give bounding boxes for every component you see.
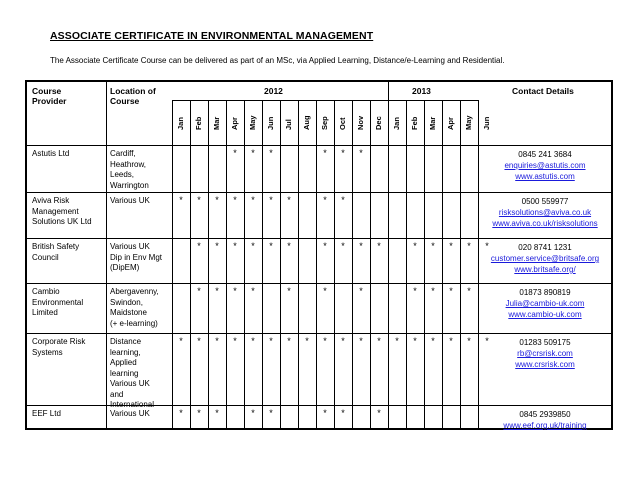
availability-star: * [233, 148, 237, 158]
email-link[interactable]: Julia@cambio-uk.com [505, 299, 585, 308]
month-header-jul [280, 105, 298, 139]
availability-star: * [179, 336, 183, 346]
website-link[interactable]: www.britsafe.org/ [514, 265, 576, 274]
availability-star: * [323, 241, 327, 251]
availability-star: * [359, 148, 363, 158]
availability-star: * [197, 408, 201, 418]
header-year-2013: 2013 [412, 86, 431, 96]
availability-star: * [323, 195, 327, 205]
availability-star: * [233, 336, 237, 346]
availability-star: * [179, 408, 183, 418]
location-line: and [110, 389, 124, 399]
location-cell [110, 149, 149, 191]
header-provider-line1: Course [32, 86, 62, 96]
availability-star: * [359, 286, 363, 296]
availability-star: * [323, 148, 327, 158]
month-header-oct [334, 105, 352, 139]
column-divider [280, 100, 281, 430]
availability-star: * [341, 408, 345, 418]
location-line: Warrington [110, 180, 149, 190]
month-label: Jan [392, 117, 401, 130]
month-label: Nov [356, 115, 365, 130]
provider-cell [32, 287, 83, 319]
availability-star: * [197, 195, 201, 205]
availability-star: * [269, 195, 273, 205]
availability-star: * [377, 241, 381, 251]
availability-star: * [485, 241, 489, 251]
location-line: Leeds, [110, 170, 135, 179]
row-divider [25, 238, 613, 239]
month-header-dec [370, 105, 388, 139]
column-divider [172, 100, 173, 430]
availability-star: * [467, 286, 471, 296]
website-link[interactable]: www.aviva.co.uk/risksolutions [492, 219, 598, 228]
month-label: Jul [284, 119, 293, 130]
column-divider [460, 100, 461, 430]
month-header-jun [262, 105, 280, 139]
location-line: International [110, 400, 155, 409]
month-label: Jun [266, 116, 275, 130]
availability-star: * [449, 241, 453, 251]
month-header-jan [388, 105, 406, 139]
availability-star: * [251, 148, 255, 158]
availability-star: * [233, 241, 237, 251]
month-label: Jan [176, 117, 185, 130]
provider-line: Council [32, 252, 59, 262]
availability-star: * [251, 336, 255, 346]
column-divider [106, 80, 107, 430]
month-label: Mar [212, 116, 221, 130]
provider-line: British Safety [32, 242, 80, 251]
availability-star: * [287, 241, 291, 251]
header-year-2012: 2012 [264, 86, 283, 96]
month-header-feb [406, 105, 424, 139]
provider-line: Solutions UK Ltd [32, 217, 92, 226]
phone-number: 0845 241 3684 [518, 150, 572, 159]
month-label: Mar [428, 116, 437, 130]
availability-star: * [413, 286, 417, 296]
location-line: Dip in Env Mgt [110, 252, 163, 262]
availability-star: * [251, 408, 255, 418]
availability-star: * [395, 336, 399, 346]
provider-line: EEF Ltd [32, 409, 61, 418]
location-line: Various UK [110, 196, 150, 205]
email-link[interactable]: enquiries@astutis.com [504, 161, 586, 170]
phone-number: 020 8741 1231 [518, 243, 572, 252]
provider-line: Aviva Risk [32, 196, 70, 205]
year-row-divider [172, 100, 478, 101]
email-link[interactable]: risksolutions@aviva.co.uk [498, 208, 592, 217]
month-header-aug [298, 105, 316, 139]
location-line: Various UK [110, 242, 150, 251]
month-label: Apr [446, 117, 455, 130]
row-divider [25, 283, 613, 284]
location-line: Various UK [110, 409, 150, 418]
availability-star: * [251, 195, 255, 205]
availability-star: * [449, 286, 453, 296]
provider-cell [32, 196, 92, 228]
provider-line: Limited [32, 308, 58, 317]
contact-cell [484, 337, 606, 370]
availability-star: * [269, 336, 273, 346]
provider-cell [32, 149, 69, 160]
availability-star: * [197, 336, 201, 346]
availability-star: * [269, 408, 273, 418]
header-location [110, 86, 156, 106]
availability-star: * [215, 241, 219, 251]
column-divider [442, 100, 443, 430]
month-label: Aug [302, 115, 311, 130]
availability-star: * [197, 241, 201, 251]
website-link[interactable]: www.crsrisk.com [515, 360, 575, 369]
availability-star: * [467, 241, 471, 251]
location-line: Cardiff, [110, 149, 136, 158]
row-divider [25, 333, 613, 334]
contact-cell [484, 287, 606, 320]
availability-star: * [251, 286, 255, 296]
availability-star: * [233, 286, 237, 296]
provider-cell [32, 337, 85, 358]
provider-line: Corporate Risk [32, 337, 86, 346]
location-line: Abergavenny, [110, 287, 159, 296]
month-label: Apr [230, 117, 239, 130]
provider-line: Astutis Ltd [32, 149, 70, 158]
month-label: Sep [320, 116, 329, 130]
month-header-feb [190, 105, 208, 139]
location-line: learning, [110, 347, 141, 357]
availability-star: * [341, 336, 345, 346]
provider-line: Management [32, 206, 79, 216]
column-divider [190, 100, 191, 430]
availability-star: * [323, 286, 327, 296]
availability-star: * [287, 195, 291, 205]
contact-cell [484, 196, 606, 229]
column-divider [208, 100, 209, 430]
availability-star: * [341, 148, 345, 158]
month-header-jun [478, 105, 496, 139]
provider-cell [32, 409, 61, 420]
availability-star: * [467, 336, 471, 346]
phone-number: 0500 559977 [521, 197, 569, 206]
availability-star: * [431, 336, 435, 346]
availability-star: * [305, 336, 309, 346]
website-link[interactable]: www.astutis.com [515, 172, 575, 181]
email-link[interactable]: rb@crsrisk.com [517, 349, 573, 358]
location-line: learning [110, 368, 139, 378]
month-header-may [460, 105, 478, 139]
phone-number: 01283 509175 [519, 338, 571, 347]
provider-line: Systems [32, 347, 63, 357]
header-location-line2: Course [110, 96, 140, 106]
month-label: Dec [374, 116, 383, 130]
availability-star: * [215, 408, 219, 418]
location-cell [110, 409, 150, 420]
website-link[interactable]: www.eef.org.uk/training [503, 421, 587, 430]
location-line: (DipEM) [110, 263, 140, 272]
availability-star: * [179, 195, 183, 205]
location-line: Swindon, [110, 297, 143, 307]
availability-star: * [377, 408, 381, 418]
availability-star: * [485, 336, 489, 346]
month-header-apr [442, 105, 460, 139]
column-divider [298, 100, 299, 430]
location-line: Distance [110, 337, 142, 346]
availability-star: * [269, 148, 273, 158]
availability-star: * [359, 241, 363, 251]
row-divider [25, 192, 613, 193]
availability-star: * [431, 286, 435, 296]
availability-star: * [197, 286, 201, 296]
header-course-provider [32, 86, 67, 106]
contact-cell [484, 149, 606, 182]
contact-cell [484, 242, 606, 275]
location-line: Various UK [110, 379, 150, 388]
availability-star: * [269, 241, 273, 251]
availability-star: * [431, 241, 435, 251]
availability-star: * [215, 336, 219, 346]
contact-cell [484, 409, 606, 431]
availability-star: * [287, 336, 291, 346]
provider-cell [32, 242, 79, 263]
email-link[interactable]: customer.service@britsafe.org [490, 254, 600, 263]
month-header-may [244, 105, 262, 139]
availability-star: * [413, 336, 417, 346]
month-header-mar [424, 105, 442, 139]
availability-star: * [323, 336, 327, 346]
header-contact-details: Contact Details [512, 86, 574, 96]
availability-star: * [341, 241, 345, 251]
location-cell [110, 242, 162, 274]
month-label: May [248, 115, 257, 130]
provider-line: Environmental [32, 297, 84, 307]
availability-star: * [359, 336, 363, 346]
availability-star: * [323, 408, 327, 418]
column-divider [406, 100, 407, 430]
phone-number: 01873 890819 [519, 288, 571, 297]
month-label: Feb [194, 116, 203, 130]
month-header-sep [316, 105, 334, 139]
month-header-apr [226, 105, 244, 139]
location-line: (+ e-learning) [110, 318, 158, 328]
availability-star: * [449, 336, 453, 346]
column-divider [478, 100, 479, 430]
availability-star: * [233, 195, 237, 205]
location-cell [110, 287, 159, 329]
location-line: Heathrow, [110, 159, 147, 169]
column-divider [424, 100, 425, 430]
availability-star: * [215, 286, 219, 296]
location-cell [110, 196, 150, 207]
availability-star: * [251, 241, 255, 251]
header-location-line1: Location of [110, 86, 156, 96]
column-divider [370, 100, 371, 430]
month-label: Oct [338, 117, 347, 130]
location-line: Maidstone [110, 308, 147, 317]
row-divider [25, 145, 613, 146]
availability-star: * [341, 195, 345, 205]
location-cell [110, 337, 154, 411]
intro-text: The Associate Certificate Course can be delivered as part of an MSc, via Applied Learning, Distance/e-Learning and Residential. [50, 56, 505, 65]
availability-star: * [287, 286, 291, 296]
phone-number: 0845 2939850 [519, 410, 571, 419]
month-header-nov [352, 105, 370, 139]
availability-star: * [413, 241, 417, 251]
month-header-jan [172, 105, 190, 139]
document-title: ASSOCIATE CERTIFICATE IN ENVIRONMENTAL MANAGEMENT [50, 30, 374, 42]
header-provider-line2: Provider [32, 96, 67, 106]
month-header-mar [208, 105, 226, 139]
month-label: May [464, 115, 473, 130]
month-label: Feb [410, 116, 419, 130]
availability-star: * [377, 336, 381, 346]
website-link[interactable]: www.cambio-uk.com [508, 310, 582, 319]
location-line: Applied [110, 358, 137, 367]
provider-line: Cambio [32, 287, 60, 296]
month-label: Jun [482, 116, 491, 130]
availability-star: * [215, 195, 219, 205]
